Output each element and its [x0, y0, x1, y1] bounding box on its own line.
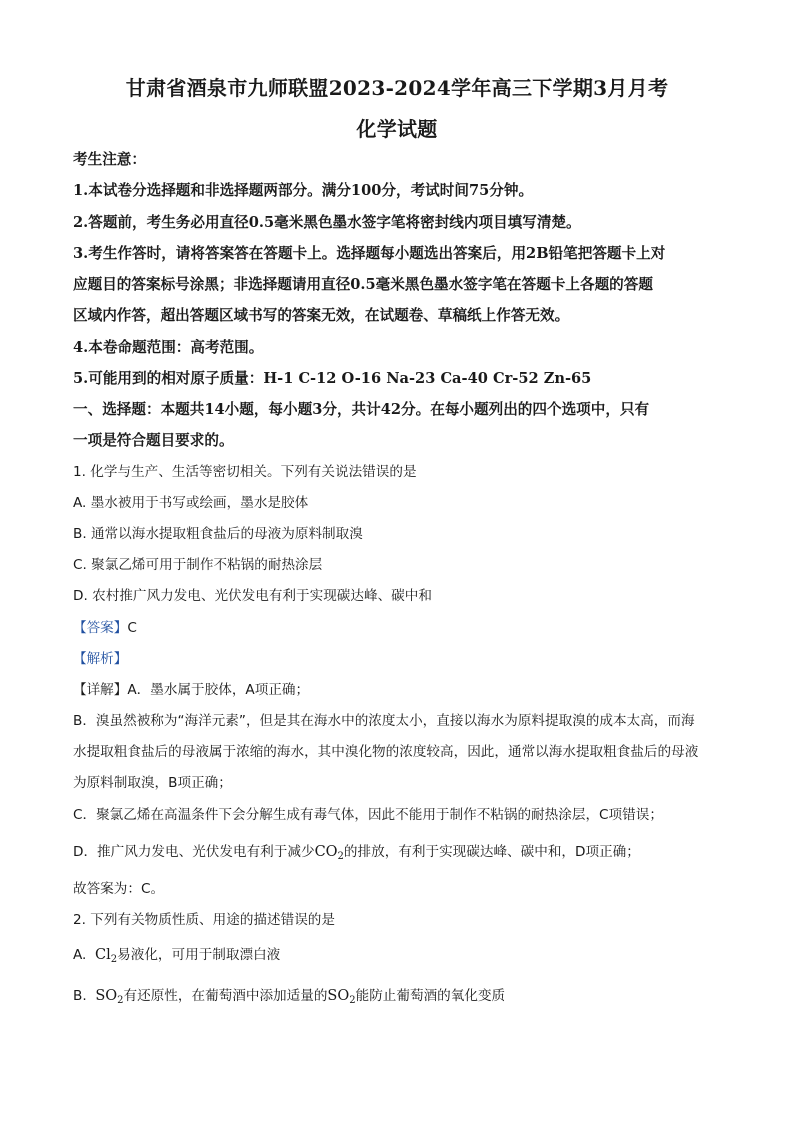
question-1-stem: 1. 化学与生产、生活等密切相关。下列有关说法错误的是	[73, 464, 417, 480]
notice-item-1: 1.本试卷分选择题和非选择题两部分。满分100分，考试时间75分钟。	[73, 182, 534, 199]
question-1-analysis-tag	[73, 649, 733, 669]
question-1-detail-d	[73, 842, 733, 862]
answer-tag: 【答案】	[73, 620, 128, 636]
detail-a-text: A．墨水属于胶体，A项正确；	[127, 682, 310, 698]
question-1-detail-b-line-1: B．溴虽然被称为“海洋元素”，但是其在海水中的浓度太小，直接以海水为原料提取溴的成本太高，而海	[73, 713, 695, 729]
question-2-stem: 2. 下列有关物质性质、用途的描述错误的是	[73, 912, 335, 928]
section-heading-line-1: 一、选择题：本题共14小题，每小题3分，共计42分。在每小题列出的四个选项中，只有	[73, 401, 650, 418]
question-1-option-b: B. 通常以海水提取粗食盐后的母液为原料制取溴	[73, 526, 363, 542]
question-1-detail-b-line-2: 水提取粗食盐后的母液属于浓缩的海水，其中溴化物的浓度较高，因此，通常以海水提取粗食盐后的母液	[73, 744, 699, 760]
section-heading-line-2: 一项是符合题目要求的。	[73, 432, 234, 449]
analysis-tag: 【解析】	[73, 651, 128, 667]
detail-d-post: 的排放，有利于实现碳达峰、碳中和，D项正确；	[343, 844, 640, 860]
document-title: 甘肃省酒泉市九师联盟2023-2024学年高三下学期3月月考	[125, 76, 669, 100]
so2-formula-second: $SO_2$	[327, 988, 356, 1006]
answer-value: C	[127, 620, 137, 636]
document-subtitle: 化学试题	[356, 117, 438, 141]
question-1-answer	[73, 618, 733, 638]
question-2-option-b: B. $SO_2$有还原性，在葡萄酒中添加适量的$SO_2$能防止葡萄酒的氧化变质	[73, 988, 506, 1006]
detail-tag: 【详解】	[73, 682, 128, 698]
question-1-detail-b-line-3: 为原料制取溴，B项正确；	[73, 775, 232, 791]
notice-item-2: 2.答题前，考生务必用直径0.5毫米黑色墨水签字笔将密封线内项目填写清楚。	[73, 214, 581, 231]
notice-heading: 考生注意：	[73, 151, 146, 168]
detail-d-pre: D．推广风力发电、光伏发电有利于减少	[73, 844, 315, 860]
question-1-detail-c: C．聚氯乙烯在高温条件下会分解生成有毒气体，因此不能用于制作不粘锅的耐热涂层，C项错误；	[73, 807, 663, 823]
cl2-formula: $Cl_2$	[95, 947, 118, 965]
notice-item-5: 5.可能用到的相对原子质量：H-1 C-12 O-16 Na-23 Ca-40 Cr-52 Zn-65	[73, 370, 592, 387]
notice-item-3-line-1: 3.考生作答时，请将答案答在答题卡上。选择题每小题选出答案后，用2B铅笔把答题卡上对	[73, 245, 666, 262]
question-1-option-d: D. 农村推广风力发电、光伏发电有利于实现碳达峰、碳中和	[73, 588, 432, 604]
question-2-option-a: A. $Cl_2$易液化，可用于制取漂白液	[73, 947, 281, 965]
co2-formula: $CO_2$	[314, 844, 344, 862]
question-1-option-c: C. 聚氯乙烯可用于制作不粘锅的耐热涂层	[73, 557, 323, 573]
question-1-detail-a	[73, 680, 733, 700]
question-1-conclusion: 故答案为：C。	[73, 881, 165, 897]
question-1-option-a: A. 墨水被用于书写或绘画，墨水是胶体	[73, 495, 309, 511]
notice-item-3-line-2: 应题目的答案标号涂黑；非选择题请用直径0.5毫米黑色墨水签字笔在答题卡上各题的答题	[73, 276, 653, 293]
notice-item-4: 4.本卷命题范围：高考范围。	[73, 339, 264, 356]
so2-formula: $SO_2$	[95, 988, 124, 1006]
notice-item-3-line-3: 区域内作答，超出答题区域书写的答案无效，在试题卷、草稿纸上作答无效。	[73, 307, 570, 324]
